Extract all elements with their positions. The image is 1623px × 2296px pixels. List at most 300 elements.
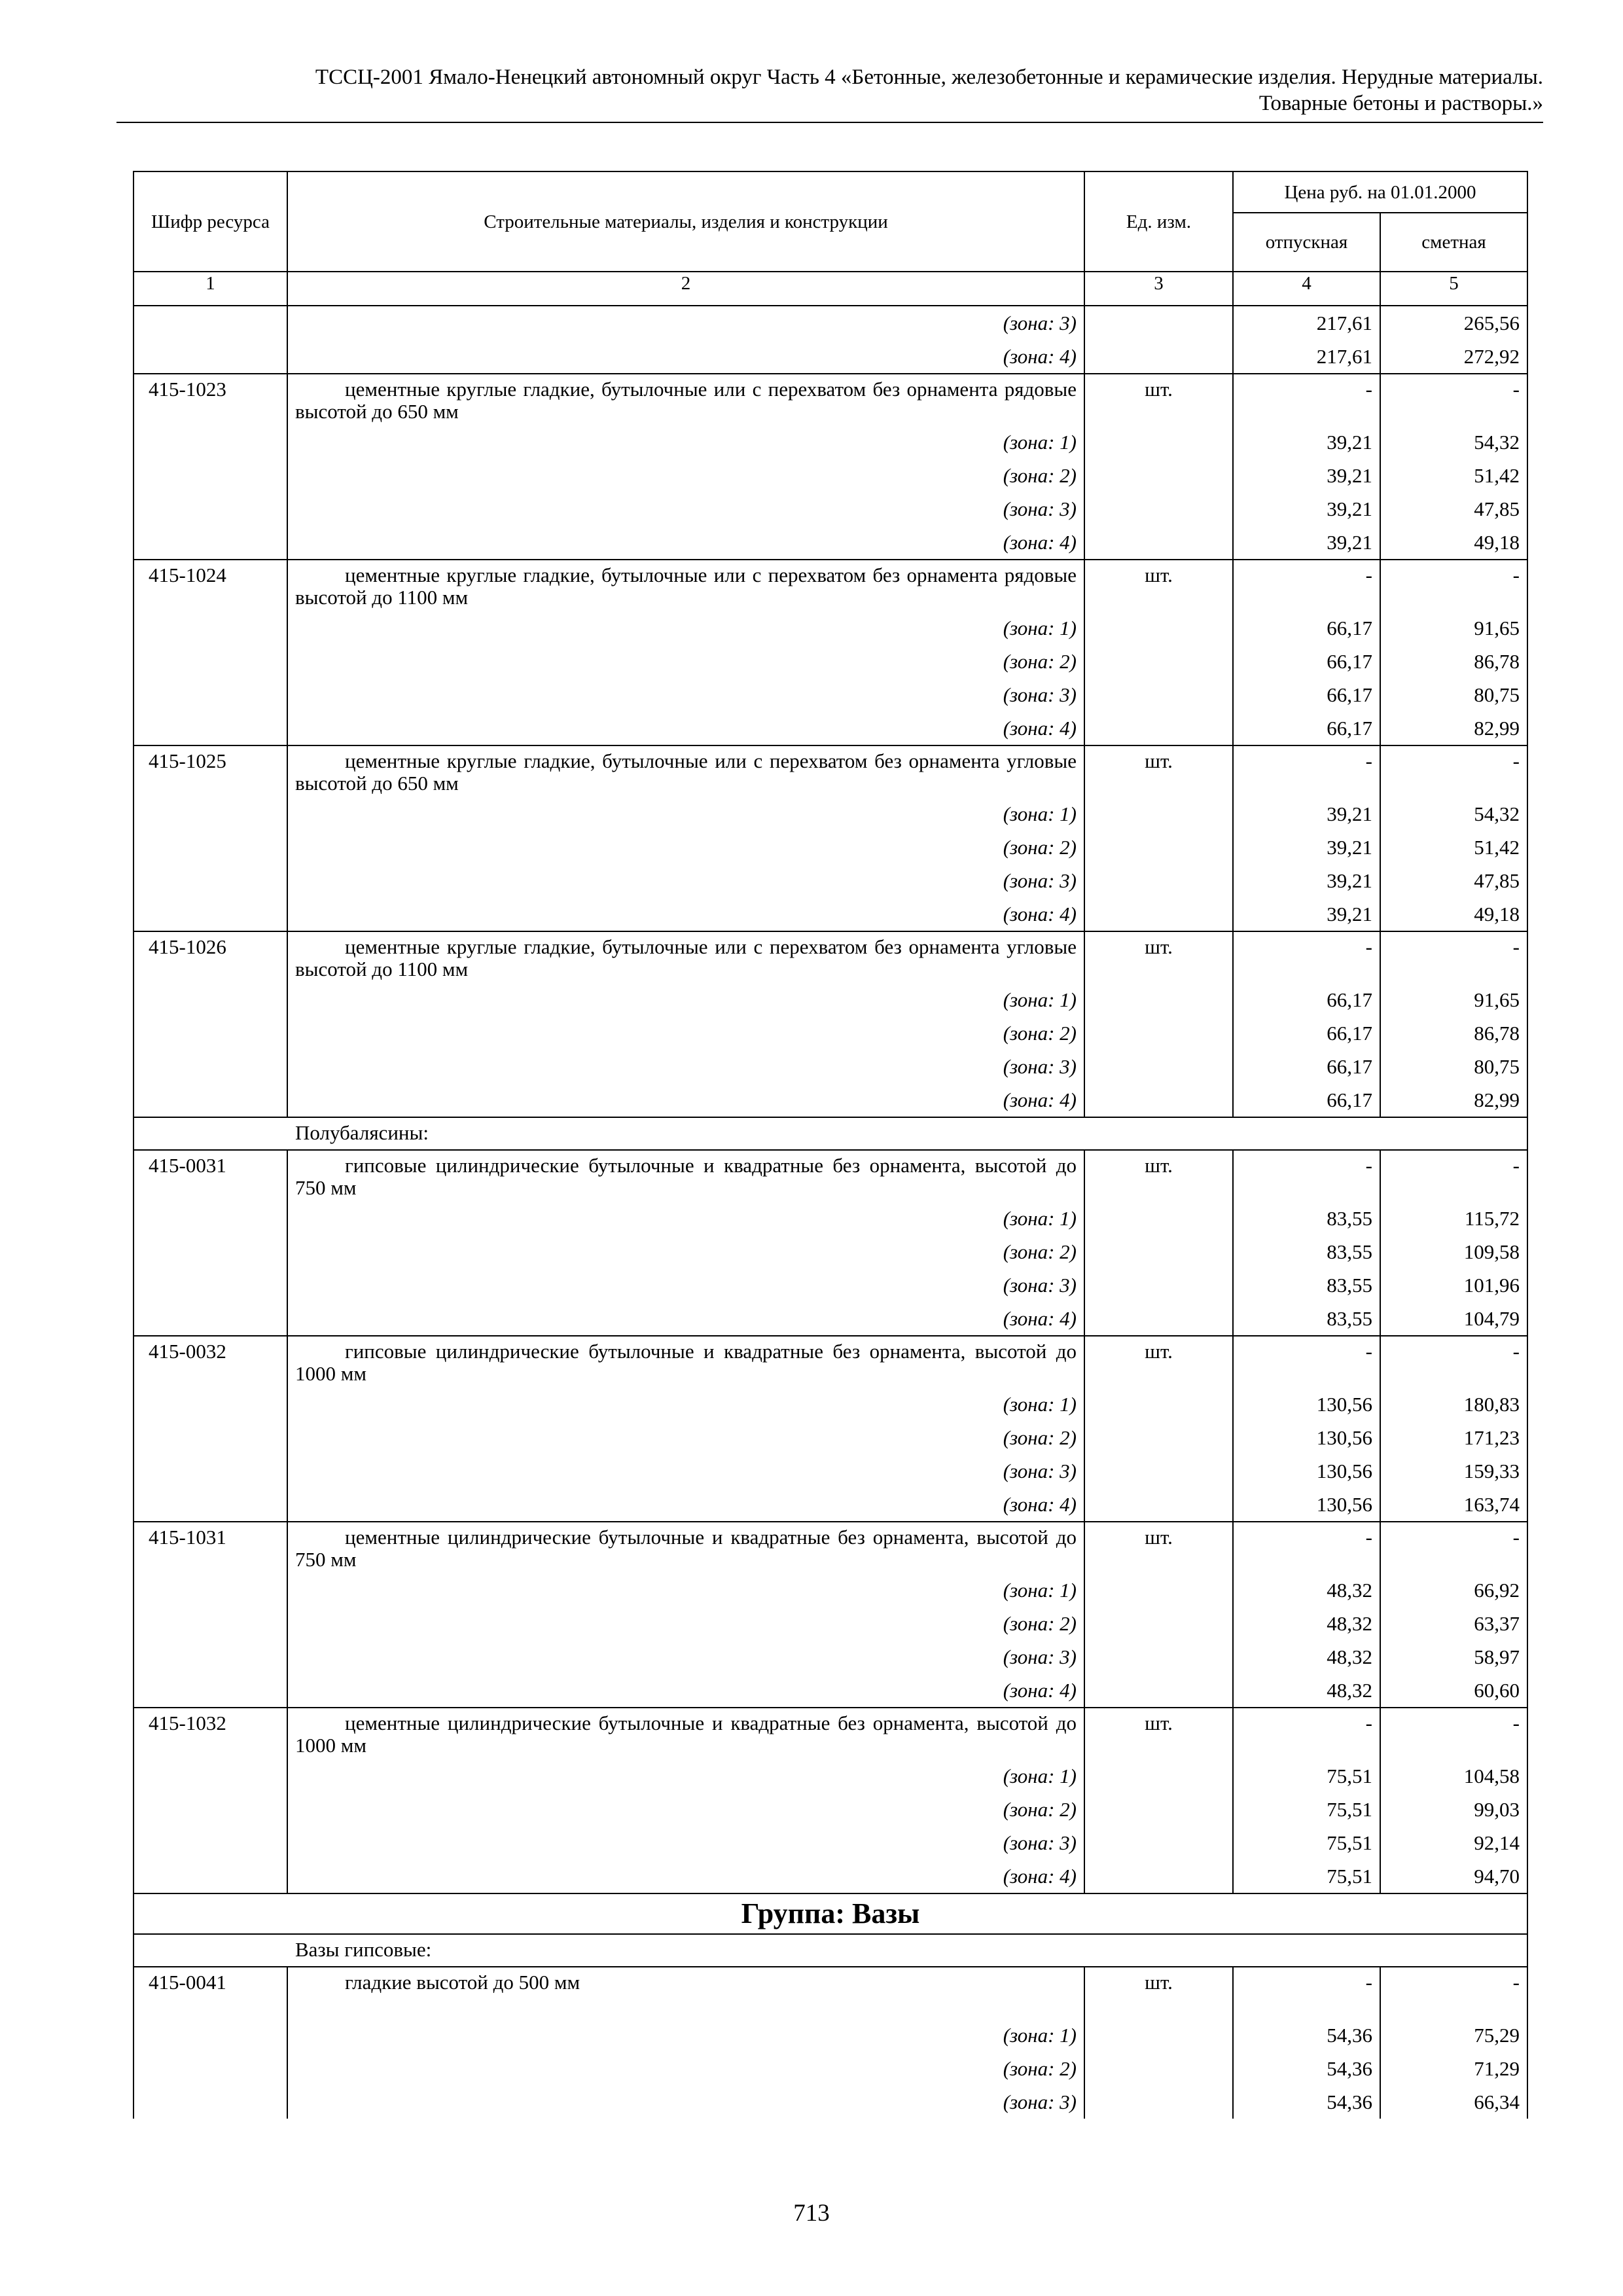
zone-row (134, 1488, 1527, 1522)
resource-code-cell (134, 1607, 287, 1640)
release-price: 66,17 (1233, 983, 1380, 1016)
estimate-price: - (1380, 1522, 1527, 1573)
resource-code: 415-0041 (134, 1967, 287, 2018)
release-price: 130,56 (1233, 1488, 1380, 1522)
unit-cell (1084, 340, 1233, 374)
estimate-price: 66,92 (1380, 1573, 1527, 1607)
unit-of-measure: шт. (1084, 374, 1233, 425)
release-price: 217,61 (1233, 340, 1380, 374)
resource-code: 415-1024 (134, 560, 287, 611)
zone-row (134, 526, 1527, 560)
estimate-price: 49,18 (1380, 897, 1527, 931)
resource-code-cell (134, 1793, 287, 1826)
zone-label: (зона: 2) (287, 459, 1084, 492)
zone-label: (зона: 4) (287, 1302, 1084, 1336)
zone-label: (зона: 3) (287, 1640, 1084, 1674)
zone-row (134, 983, 1527, 1016)
release-price: 130,56 (1233, 1388, 1380, 1421)
zone-label: (зона: 2) (287, 831, 1084, 864)
material-description: гипсовые цилиндрические бутылочные и квадратные без орнамента, высотой до 1000 мм (287, 1336, 1084, 1388)
section-heading-row (134, 1117, 1527, 1150)
estimate-price: 58,97 (1380, 1640, 1527, 1674)
resource-code-cell (134, 1573, 287, 1607)
item-row (134, 1522, 1527, 1573)
release-price: 39,21 (1233, 797, 1380, 831)
estimate-price: 86,78 (1380, 645, 1527, 678)
unit-cell (1084, 2018, 1233, 2052)
zone-row (134, 306, 1527, 340)
resource-code-cell (134, 711, 287, 745)
release-price: 39,21 (1233, 831, 1380, 864)
resource-code: 415-1031 (134, 1522, 287, 1573)
estimate-price: - (1380, 745, 1527, 797)
estimate-price: - (1380, 1708, 1527, 1759)
estimate-price: 104,79 (1380, 1302, 1527, 1336)
zone-label: (зона: 3) (287, 2085, 1084, 2119)
resource-code-cell (134, 1388, 287, 1421)
zone-label: (зона: 4) (287, 897, 1084, 931)
zone-row (134, 1859, 1527, 1893)
zone-row (134, 1050, 1527, 1083)
item-row (134, 560, 1527, 611)
release-price: 83,55 (1233, 1268, 1380, 1302)
unit-cell (1084, 1607, 1233, 1640)
release-price: 48,32 (1233, 1640, 1380, 1674)
release-price: 66,17 (1233, 1016, 1380, 1050)
zone-label: (зона: 4) (287, 1083, 1084, 1117)
release-price: 48,32 (1233, 1607, 1380, 1640)
estimate-price: 163,74 (1380, 1488, 1527, 1522)
resource-code-cell (134, 1202, 287, 1235)
unit-cell (1084, 1302, 1233, 1336)
release-price: - (1233, 1150, 1380, 1202)
estimate-price: 171,23 (1380, 1421, 1527, 1454)
estimate-price: 91,65 (1380, 983, 1527, 1016)
release-price: 75,51 (1233, 1859, 1380, 1893)
release-price: - (1233, 1522, 1380, 1573)
unit-cell (1084, 611, 1233, 645)
release-price: - (1233, 931, 1380, 983)
estimate-price: 75,29 (1380, 2018, 1527, 2052)
zone-label: (зона: 3) (287, 678, 1084, 711)
unit-cell (1084, 1202, 1233, 1235)
resource-code-cell (134, 1268, 287, 1302)
zone-row (134, 1674, 1527, 1708)
estimate-price: 91,65 (1380, 611, 1527, 645)
unit-cell (1084, 1388, 1233, 1421)
zone-label: (зона: 2) (287, 1607, 1084, 1640)
unit-cell (1084, 678, 1233, 711)
estimate-price: 180,83 (1380, 1388, 1527, 1421)
unit-cell (1084, 797, 1233, 831)
unit-cell (1084, 1268, 1233, 1302)
section-heading-row (134, 1934, 1527, 1967)
zone-row (134, 1607, 1527, 1640)
estimate-price: 265,56 (1380, 306, 1527, 340)
resource-code-cell (134, 1016, 287, 1050)
estimate-price: - (1380, 374, 1527, 425)
release-price: 83,55 (1233, 1302, 1380, 1336)
col-number-4: 4 (1233, 272, 1380, 306)
zone-label: (зона: 3) (287, 1268, 1084, 1302)
zone-label: (зона: 1) (287, 425, 1084, 459)
resource-code-cell (134, 459, 287, 492)
zone-row (134, 611, 1527, 645)
unit-cell (1084, 2085, 1233, 2119)
unit-cell (1084, 1674, 1233, 1708)
estimate-price: 47,85 (1380, 864, 1527, 897)
zone-row (134, 1640, 1527, 1674)
zone-row (134, 1202, 1527, 1235)
estimate-price: 82,99 (1380, 1083, 1527, 1117)
estimate-price: 92,14 (1380, 1826, 1527, 1859)
material-description: цементные круглые гладкие, бутылочные или с перехватом без орнамента рядовые высотой до 1100 мм (287, 560, 1084, 611)
unit-cell (1084, 492, 1233, 526)
col-number-1: 1 (134, 272, 287, 306)
zone-label: (зона: 1) (287, 983, 1084, 1016)
unit-cell (1084, 1573, 1233, 1607)
zone-label: (зона: 2) (287, 1016, 1084, 1050)
resource-code-cell (134, 1826, 287, 1859)
resource-code-cell (134, 1083, 287, 1117)
item-row (134, 1336, 1527, 1388)
estimate-price: 80,75 (1380, 678, 1527, 711)
resource-code-cell (134, 1859, 287, 1893)
estimate-price: 82,99 (1380, 711, 1527, 745)
header-divider (116, 122, 1543, 123)
material-description: цементные круглые гладкие, бутылочные или с перехватом без орнамента угловые высотой до 1100 мм (287, 931, 1084, 983)
estimate-price: 51,42 (1380, 831, 1527, 864)
release-price: 54,36 (1233, 2018, 1380, 2052)
zone-row (134, 1083, 1527, 1117)
release-price: - (1233, 1967, 1380, 2018)
zone-label: (зона: 1) (287, 611, 1084, 645)
zone-row (134, 2052, 1527, 2085)
resource-code-cell (134, 1421, 287, 1454)
material-description: цементные цилиндрические бутылочные и квадратные без орнамента, высотой до 1000 мм (287, 1708, 1084, 1759)
unit-cell (1084, 711, 1233, 745)
unit-cell (1084, 1488, 1233, 1522)
unit-cell (1084, 897, 1233, 931)
unit-of-measure: шт. (1084, 1967, 1233, 2018)
zone-row (134, 1793, 1527, 1826)
material-description: гладкие высотой до 500 мм (287, 1967, 1084, 2018)
release-price: - (1233, 745, 1380, 797)
estimate-price: 54,32 (1380, 425, 1527, 459)
zone-row (134, 1454, 1527, 1488)
resource-code: 415-1023 (134, 374, 287, 425)
resource-code-cell (134, 2085, 287, 2119)
section-heading: Вазы гипсовые: (134, 1934, 1527, 1967)
unit-cell (1084, 1640, 1233, 1674)
release-price: 217,61 (1233, 306, 1380, 340)
zone-label: (зона: 4) (287, 1488, 1084, 1522)
item-row (134, 1708, 1527, 1759)
estimate-price: 99,03 (1380, 1793, 1527, 1826)
resource-code-cell (134, 492, 287, 526)
estimate-price: 63,37 (1380, 1607, 1527, 1640)
zone-label: (зона: 1) (287, 1759, 1084, 1793)
col-number-3: 3 (1084, 272, 1233, 306)
release-price: 54,36 (1233, 2052, 1380, 2085)
resource-code-cell (134, 797, 287, 831)
resource-code-cell (134, 1235, 287, 1268)
section-heading: Полубалясины: (134, 1117, 1527, 1150)
zone-label: (зона: 1) (287, 1388, 1084, 1421)
zone-label: (зона: 1) (287, 2018, 1084, 2052)
unit-cell (1084, 459, 1233, 492)
estimate-price: - (1380, 560, 1527, 611)
zone-row (134, 425, 1527, 459)
zone-label: (зона: 4) (287, 1674, 1084, 1708)
release-price: 39,21 (1233, 459, 1380, 492)
resource-code-cell (134, 1302, 287, 1336)
estimate-price: 60,60 (1380, 1674, 1527, 1708)
release-price: 39,21 (1233, 492, 1380, 526)
unit-of-measure: шт. (1084, 931, 1233, 983)
zone-label: (зона: 1) (287, 1202, 1084, 1235)
release-price: 39,21 (1233, 425, 1380, 459)
zone-row (134, 1302, 1527, 1336)
resource-code: 415-0032 (134, 1336, 287, 1388)
zone-row (134, 1826, 1527, 1859)
estimate-price: 94,70 (1380, 1859, 1527, 1893)
resource-code-cell (134, 897, 287, 931)
release-price: 66,17 (1233, 1050, 1380, 1083)
release-price: 75,51 (1233, 1793, 1380, 1826)
resource-code: 415-1025 (134, 745, 287, 797)
zone-label: (зона: 2) (287, 1793, 1084, 1826)
zone-row (134, 1421, 1527, 1454)
resource-code-cell (134, 1454, 287, 1488)
release-price: 48,32 (1233, 1674, 1380, 1708)
unit-cell (1084, 1759, 1233, 1793)
estimate-price: 104,58 (1380, 1759, 1527, 1793)
zone-row (134, 678, 1527, 711)
zone-row (134, 1016, 1527, 1050)
col-header-price: Цена руб. на 01.01.2000 (1233, 171, 1527, 213)
col-header-code: Шифр ресурса (134, 171, 287, 272)
unit-cell (1084, 645, 1233, 678)
zone-label: (зона: 3) (287, 492, 1084, 526)
zone-row (134, 831, 1527, 864)
group-heading-row (134, 1893, 1527, 1934)
release-price: 54,36 (1233, 2085, 1380, 2119)
release-price: - (1233, 560, 1380, 611)
estimate-price: - (1380, 1967, 1527, 2018)
header-line-1: ТССЦ-2001 Ямало-Ненецкий автономный округ Часть 4 «Бетонные, железобетонные и керамические изделия. Нерудные материалы. (315, 65, 1543, 89)
resource-code-cell (134, 645, 287, 678)
release-price: 66,17 (1233, 678, 1380, 711)
col-header-unit: Ед. изм. (1084, 171, 1233, 272)
resource-code: 415-1032 (134, 1708, 287, 1759)
zone-label: (зона: 3) (287, 864, 1084, 897)
zone-label: (зона: 2) (287, 1235, 1084, 1268)
zone-row (134, 797, 1527, 831)
unit-of-measure: шт. (1084, 1522, 1233, 1573)
unit-cell (1084, 1421, 1233, 1454)
zone-label: (зона: 3) (287, 1454, 1084, 1488)
zone-row (134, 711, 1527, 745)
zone-label: (зона: 4) (287, 1859, 1084, 1893)
estimate-price: - (1380, 1336, 1527, 1388)
release-price: 66,17 (1233, 711, 1380, 745)
estimate-price: 51,42 (1380, 459, 1527, 492)
unit-of-measure: шт. (1084, 560, 1233, 611)
release-price: 83,55 (1233, 1202, 1380, 1235)
item-row (134, 1150, 1527, 1202)
unit-of-measure: шт. (1084, 1336, 1233, 1388)
release-price: - (1233, 1708, 1380, 1759)
unit-cell (1084, 1016, 1233, 1050)
unit-cell (1084, 1083, 1233, 1117)
estimate-price: 86,78 (1380, 1016, 1527, 1050)
col-header-name: Строительные материалы, изделия и конструкции (287, 171, 1084, 272)
zone-row (134, 1759, 1527, 1793)
zone-row (134, 645, 1527, 678)
zone-label: (зона: 2) (287, 1421, 1084, 1454)
unit-cell (1084, 1454, 1233, 1488)
estimate-price: - (1380, 1150, 1527, 1202)
release-price: 39,21 (1233, 897, 1380, 931)
resource-code-cell (134, 831, 287, 864)
unit-of-measure: шт. (1084, 1708, 1233, 1759)
resource-code-cell (134, 1759, 287, 1793)
zone-label: (зона: 2) (287, 2052, 1084, 2085)
unit-of-measure: шт. (1084, 745, 1233, 797)
resource-code: 415-1026 (134, 931, 287, 983)
zone-label: (зона: 1) (287, 1573, 1084, 1607)
price-table-body (134, 306, 1527, 2119)
col-number-2: 2 (287, 272, 1084, 306)
release-price: 130,56 (1233, 1454, 1380, 1488)
item-row (134, 931, 1527, 983)
item-row (134, 1967, 1527, 2018)
item-row (134, 374, 1527, 425)
resource-code-cell (134, 611, 287, 645)
unit-cell (1084, 1235, 1233, 1268)
zone-row (134, 492, 1527, 526)
zone-label: (зона: 1) (287, 797, 1084, 831)
unit-cell (1084, 1826, 1233, 1859)
estimate-price: 71,29 (1380, 2052, 1527, 2085)
unit-cell (1084, 1859, 1233, 1893)
page-header (116, 64, 1543, 117)
unit-cell (1084, 526, 1233, 560)
unit-cell (1084, 425, 1233, 459)
release-price: - (1233, 1336, 1380, 1388)
estimate-price: 115,72 (1380, 1202, 1527, 1235)
estimate-price: 109,58 (1380, 1235, 1527, 1268)
resource-code-cell (134, 1674, 287, 1708)
release-price: 39,21 (1233, 526, 1380, 560)
material-description: гипсовые цилиндрические бутылочные и квадратные без орнамента, высотой до 750 мм (287, 1150, 1084, 1202)
unit-of-measure: шт. (1084, 1150, 1233, 1202)
col-header-release-price: отпускная (1233, 213, 1380, 272)
zone-row (134, 864, 1527, 897)
resource-code: 415-0031 (134, 1150, 287, 1202)
zone-row (134, 1268, 1527, 1302)
release-price: 66,17 (1233, 1083, 1380, 1117)
resource-code-cell (134, 306, 287, 340)
resource-code-cell (134, 526, 287, 560)
zone-row (134, 2018, 1527, 2052)
release-price: 130,56 (1233, 1421, 1380, 1454)
release-price: 83,55 (1233, 1235, 1380, 1268)
release-price: 66,17 (1233, 645, 1380, 678)
unit-cell (1084, 1050, 1233, 1083)
estimate-price: 49,18 (1380, 526, 1527, 560)
release-price: 75,51 (1233, 1759, 1380, 1793)
estimate-price: 272,92 (1380, 340, 1527, 374)
estimate-price: 159,33 (1380, 1454, 1527, 1488)
zone-label: (зона: 3) (287, 1050, 1084, 1083)
unit-cell (1084, 831, 1233, 864)
material-description: цементные круглые гладкие, бутылочные или с перехватом без орнамента угловые высотой до 650 мм (287, 745, 1084, 797)
release-price: 75,51 (1233, 1826, 1380, 1859)
zone-label: (зона: 4) (287, 526, 1084, 560)
estimate-price: 66,34 (1380, 2085, 1527, 2119)
unit-cell (1084, 864, 1233, 897)
group-heading: Группа: Вазы (134, 1893, 1527, 1934)
resource-code-cell (134, 2052, 287, 2085)
zone-row (134, 1235, 1527, 1268)
zone-row (134, 340, 1527, 374)
resource-code-cell (134, 983, 287, 1016)
resource-code-cell (134, 425, 287, 459)
material-description: цементные круглые гладкие, бутылочные или с перехватом без орнамента рядовые высотой до 650 мм (287, 374, 1084, 425)
zone-row (134, 2085, 1527, 2119)
unit-cell (1084, 2052, 1233, 2085)
release-price: 48,32 (1233, 1573, 1380, 1607)
zone-row (134, 459, 1527, 492)
estimate-price: 80,75 (1380, 1050, 1527, 1083)
resource-code-cell (134, 1640, 287, 1674)
release-price: 39,21 (1233, 864, 1380, 897)
header-line-2: Товарные бетоны и растворы.» (1258, 92, 1543, 115)
release-price: - (1233, 374, 1380, 425)
page-number: 713 (793, 2200, 830, 2227)
resource-code-cell (134, 678, 287, 711)
release-price: 66,17 (1233, 611, 1380, 645)
estimate-price: 47,85 (1380, 492, 1527, 526)
estimate-price: 54,32 (1380, 797, 1527, 831)
zone-label: (зона: 3) (287, 306, 1084, 340)
resource-code-cell (134, 864, 287, 897)
material-description: цементные цилиндрические бутылочные и квадратные без орнамента, высотой до 750 мм (287, 1522, 1084, 1573)
zone-label: (зона: 4) (287, 340, 1084, 374)
estimate-price: 101,96 (1380, 1268, 1527, 1302)
price-table (133, 171, 1528, 2119)
estimate-price: - (1380, 931, 1527, 983)
resource-code-cell (134, 2018, 287, 2052)
resource-code-cell (134, 1488, 287, 1522)
col-header-estimate-price: сметная (1380, 213, 1527, 272)
unit-cell (1084, 306, 1233, 340)
resource-code-cell (134, 1050, 287, 1083)
item-row (134, 745, 1527, 797)
zone-row (134, 897, 1527, 931)
resource-code-cell (134, 340, 287, 374)
zone-label: (зона: 2) (287, 645, 1084, 678)
col-number-5: 5 (1380, 272, 1527, 306)
unit-cell (1084, 1793, 1233, 1826)
zone-row (134, 1388, 1527, 1421)
zone-label: (зона: 4) (287, 711, 1084, 745)
unit-cell (1084, 983, 1233, 1016)
zone-row (134, 1573, 1527, 1607)
zone-label: (зона: 3) (287, 1826, 1084, 1859)
